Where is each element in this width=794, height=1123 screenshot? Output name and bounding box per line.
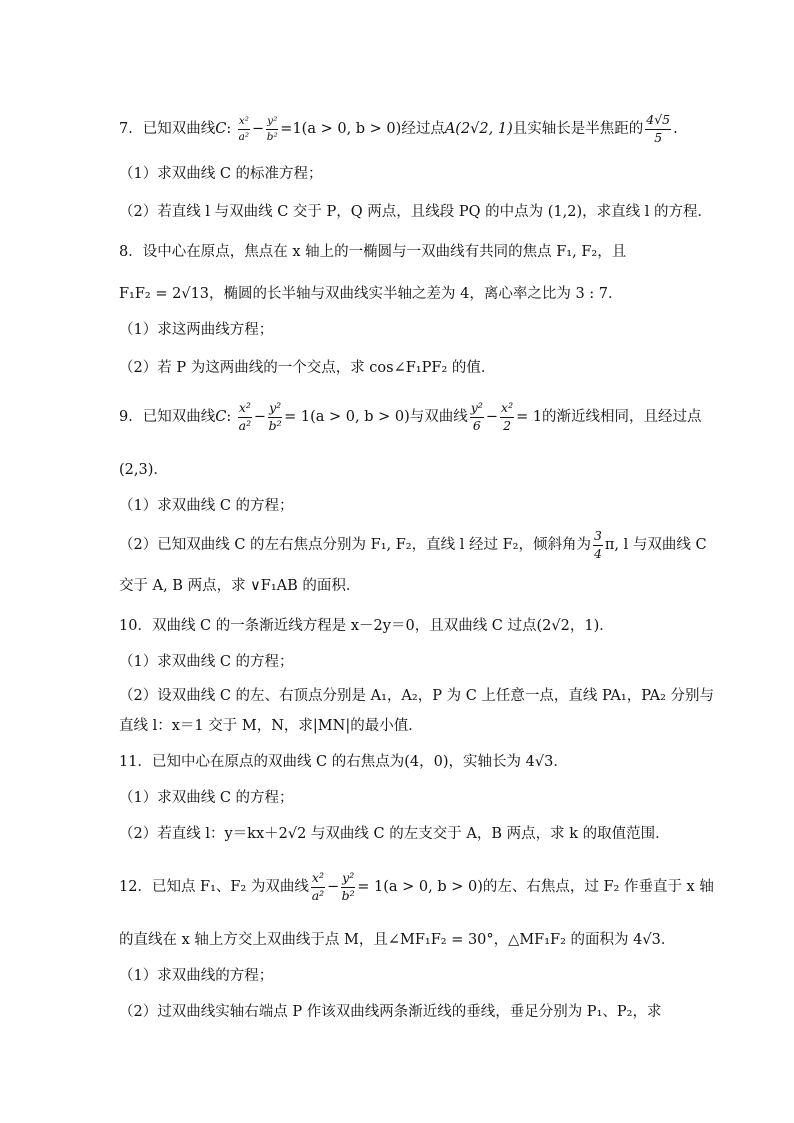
problem-9-part-1: （1）求双曲线 C 的方程；	[119, 498, 294, 514]
problem-7-text-e: 且实轴长是半焦距的	[512, 121, 644, 137]
problem-9-text-a: 9．已知双曲线	[119, 409, 216, 425]
problem-9-fraction-y2: $\frac{\text{y²}}{6}$	[470, 400, 483, 433]
problem-12-statement-line2: 的直线在 x 轴上方交上双曲线于点 M，且∠MF₁F₂ = 30°，△MF₁F₂ 的面积为 4√3．	[119, 932, 676, 948]
problem-8-statement: 8．设中心在原点，焦点在 x 轴上的一椭圆与一双曲线有共同的焦点 F₁, F₂，且	[119, 244, 627, 260]
problem-9-fraction-x2: $\frac{\text{x²}}{2}$	[501, 400, 514, 433]
problem-10-part-2-line2: 直线 l：x＝1 交于 M，N，求|MN|的最小值．	[119, 718, 423, 734]
problem-7-part-2: （2）若直线 l 与双曲线 C 交于 P，Q 两点，且线段 PQ 的中点为 (1,2)，求直线 l 的方程．	[119, 204, 712, 220]
problem-7-point-a: A(2√2, 1)	[444, 121, 513, 137]
problem-9-statement: 9．已知双曲线C: $\frac{\text{x²}}{\text{a²}}$ − $\frac{\text{y²}}{\text{b²}}$ = 1(a > 0, b > 0)与双曲线 $\frac{\text{y²}}{6}$ − $\frac{\text{x²}}{2}$ = 1的渐近线相同，且经过点	[119, 400, 702, 433]
problem-7-period: .	[673, 121, 678, 137]
problem-10-part-2: （2）设双曲线 C 的左、右顶点分别是 A₁，A₂，P 为 C 上任意一点，直线 PA₁，PA₂ 分别与	[119, 688, 715, 704]
problem-7-statement: 7．已知双曲线C: $\frac{\text{x²}}{\text{a²}}$ − $\frac{\text{y²}}{\text{b²}}$ =1(a > 0, b > 0)经过点A(2√2, 1)且实轴长是半焦距的 $\frac{4√5}{5}$ .	[119, 112, 678, 145]
problem-10-part-1: （1）求双曲线 C 的方程；	[119, 654, 294, 670]
problem-7-curve-name: C	[215, 121, 227, 137]
problem-9-text-d: = 1的渐近线相同，且经过点	[516, 409, 702, 425]
problem-9-curve-name: C	[215, 409, 227, 425]
problem-11-statement: 11．已知中心在原点的双曲线 C 的右焦点为(4，0)，实轴长为 4√3．	[119, 754, 568, 770]
problem-12-part-2: （2）过双曲线实轴右端点 P 作该双曲线两条渐近线的垂线，垂足分别为 P₁、P₂，求	[119, 1004, 662, 1020]
problem-7-text-a: 7．已知双曲线	[119, 121, 216, 137]
problem-8-part-2: （2）若 P 为这两曲线的一个交点，求 cos∠F₁PF₂ 的值．	[119, 360, 496, 376]
problem-9-part-2	[119, 530, 707, 560]
problem-9-part-2-text-b: π, l 与双曲线 C	[604, 537, 707, 553]
problem-11-part-2: （2）若直线 l：y＝kx＋2√2 与双曲线 C 的左支交于 A，B 两点，求 k 的取值范围．	[119, 826, 670, 842]
problem-12-fraction-y: $\frac{\text{y²}}{\text{b²}}$	[341, 870, 355, 903]
problem-9-part-2-text-a: （2）已知双曲线 C 的左右焦点分别为 F₁, F₂，直线 l 经过 F₂，倾斜角为	[119, 537, 591, 553]
problem-9-text-c: = 1(a > 0, b > 0)与双曲线	[284, 409, 468, 425]
problem-9-angle-fraction: $\frac{3}{4}$	[593, 528, 602, 561]
problem-7-text-c: =1(a > 0, b > 0)经过点	[280, 121, 445, 137]
problem-9-point: (2,3)．	[119, 462, 168, 478]
problem-11-part-1: （1）求双曲线 C 的方程；	[119, 790, 294, 806]
problem-7-fraction-x: $\frac{\text{x²}}{\text{a²}}$	[238, 115, 250, 143]
problem-7-ratio-fraction: $\frac{4√5}{5}$	[646, 112, 671, 145]
problem-9-fraction-x: $\frac{\text{x²}}{\text{a²}}$	[238, 400, 252, 433]
problem-8-part-1: （1）求这两曲线方程；	[119, 322, 274, 338]
problem-12-text-b: = 1(a > 0, b > 0)的左、右焦点，过 F₂ 作垂直于 x 轴	[357, 879, 714, 895]
problem-7-fraction-y: $\frac{\text{y²}}{\text{b²}}$	[266, 115, 278, 143]
problem-12-statement: 12．已知点 F₁、F₂ 为双曲线 $\frac{\text{x²}}{\text{a²}}$ − $\frac{\text{y²}}{\text{b²}}$ = 1(a > 0, b > 0)的左、右焦点，过 F₂ 作垂直于 x 轴	[119, 870, 714, 903]
problem-12-fraction-x: $\frac{\text{x²}}{\text{a²}}$	[311, 870, 325, 903]
problem-10-statement: 10．双曲线 C 的一条渐近线方程是 x－2y＝0，且双曲线 C 过点(2√2，1)．	[119, 618, 614, 634]
problem-12-part-1: （1）求双曲线的方程；	[119, 968, 274, 984]
problem-8-statement-line2: F₁F₂ = 2√13，椭圆的长半轴与双曲线实半轴之差为 4，离心率之比为 3 : 7．	[119, 286, 623, 302]
problem-12-text-a: 12．已知点 F₁、F₂ 为双曲线	[119, 879, 309, 895]
problem-9-part-2-line2: 交于 A, B 两点，求 ∨F₁AB 的面积．	[119, 578, 361, 594]
problem-9-fraction-y: $\frac{\text{y²}}{\text{b²}}$	[268, 400, 282, 433]
problem-7-part-1: （1）求双曲线 C 的标准方程；	[119, 166, 323, 182]
